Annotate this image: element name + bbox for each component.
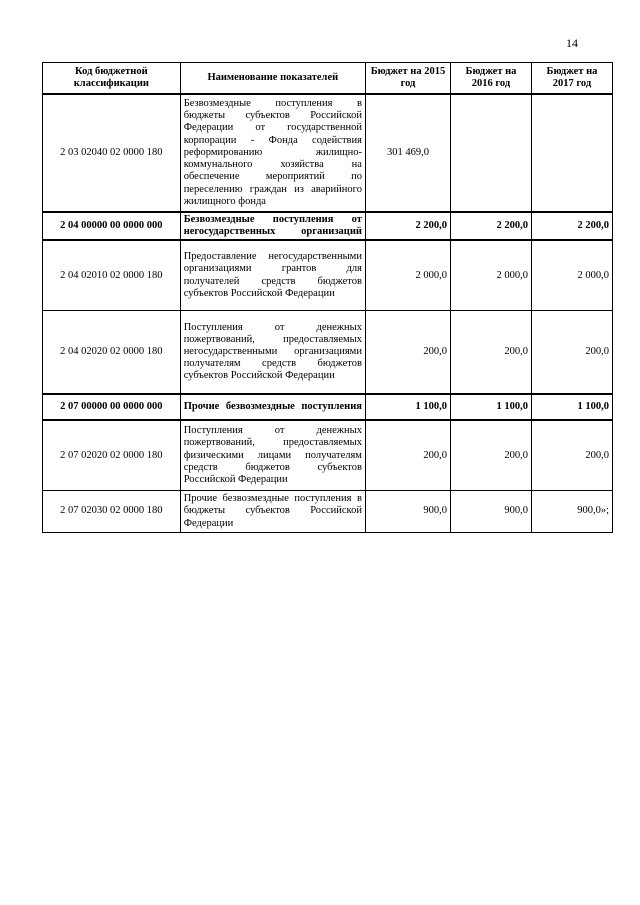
row-code: 2 07 00000 00 0000 000 (43, 394, 181, 420)
row-budget-2017: 2 000,0 (531, 240, 612, 310)
table-row (43, 420, 613, 490)
row-code: 2 04 02020 02 0000 180 (43, 310, 181, 394)
row-budget-2016 (450, 94, 531, 212)
row-budget-2015: 900,0 (365, 490, 450, 532)
row-code: 2 04 02010 02 0000 180 (43, 240, 181, 310)
row-budget-2017: 200,0 (531, 420, 612, 490)
row-budget-2017 (531, 94, 612, 212)
row-name: Безвозмездные поступления от негосударственных организаций (180, 212, 365, 240)
row-budget-2015: 301 469,0 (365, 94, 450, 212)
row-name: Безвозмездные поступления в бюджеты субъектов Российской Федерации от государственной корпорации - Фонда содействия реформированию жилищно-коммунального хозяйства на обеспечение мероприятий по переселению граждан из аварийного жилищного фонда (180, 94, 365, 212)
row-budget-2015: 1 100,0 (365, 394, 450, 420)
row-budget-2016: 2 000,0 (450, 240, 531, 310)
row-budget-2015: 2 200,0 (365, 212, 450, 240)
table-row-group (43, 394, 613, 420)
row-code: 2 03 02040 02 0000 180 (43, 94, 181, 212)
row-name: Поступления от денежных пожертвований, предоставляемых негосударственными организациями получателям средств бюджетов субъектов Российской Федерации (180, 310, 365, 394)
row-budget-2016: 200,0 (450, 310, 531, 394)
row-budget-2017: 900,0»; (531, 490, 612, 532)
header-name: Наименование показателей (180, 63, 365, 95)
budget-table (42, 62, 613, 533)
row-budget-2016: 1 100,0 (450, 394, 531, 420)
header-budget-2015: Бюджет на 2015 год (365, 63, 450, 95)
table-row (43, 240, 613, 310)
table-row-group (43, 212, 613, 240)
row-budget-2016: 2 200,0 (450, 212, 531, 240)
row-code: 2 04 00000 00 0000 000 (43, 212, 181, 240)
table-row (43, 94, 613, 212)
row-budget-2015: 200,0 (365, 420, 450, 490)
row-name: Поступления от денежных пожертвований, предоставляемых физическими лицами получателям средств бюджетов субъектов Российской Федерации (180, 420, 365, 490)
page-number: 14 (566, 36, 578, 50)
row-budget-2016: 900,0 (450, 490, 531, 532)
row-code: 2 07 02020 02 0000 180 (43, 420, 181, 490)
row-name: Предоставление негосударственными организациями грантов для получателей средств бюджетов субъектов Российской Федерации (180, 240, 365, 310)
row-budget-2017: 1 100,0 (531, 394, 612, 420)
row-budget-2017: 2 200,0 (531, 212, 612, 240)
row-budget-2015: 200,0 (365, 310, 450, 394)
header-budget-2017: Бюджет на 2017 год (531, 63, 612, 95)
row-name: Прочие безвозмездные поступления (180, 394, 365, 420)
header-budget-2016: Бюджет на 2016 год (450, 63, 531, 95)
row-budget-2016: 200,0 (450, 420, 531, 490)
row-code: 2 07 02030 02 0000 180 (43, 490, 181, 532)
header-code: Код бюджетной классификации (43, 63, 181, 95)
row-name: Прочие безвозмездные поступления в бюджеты субъектов Российской Федерации (180, 490, 365, 532)
table-row (43, 310, 613, 394)
table-header-row (43, 63, 613, 95)
table-row (43, 490, 613, 532)
row-budget-2015: 2 000,0 (365, 240, 450, 310)
row-budget-2017: 200,0 (531, 310, 612, 394)
